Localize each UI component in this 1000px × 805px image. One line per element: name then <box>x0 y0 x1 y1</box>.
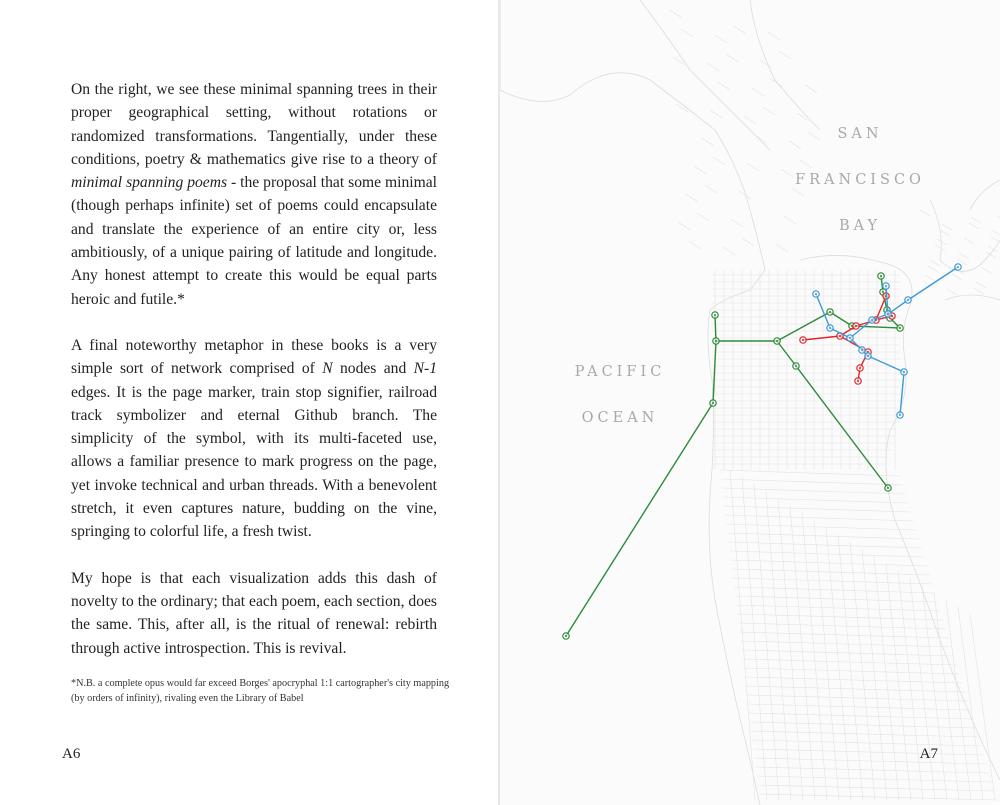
blue-tree-edge <box>908 267 958 300</box>
street-grid <box>670 10 1000 800</box>
green-tree-edge <box>796 366 888 488</box>
blue-tree-node-dot <box>815 293 817 295</box>
green-tree-node-dot <box>829 311 831 313</box>
red-tree-node-dot <box>802 339 804 341</box>
red-tree-node-dot <box>855 325 857 327</box>
paragraph-1-text-b: - the proposal that some minimal (though perhaps infinite) set of poems could encapsulate and translate the experience of an entire city or, less ambitiously, of a unique pairing of latitude and longitude. Any honest attempt to create this would be equal parts heroic and futile.* <box>71 174 437 308</box>
ocean-label-line-1: PACIFIC <box>574 364 666 380</box>
page-number-left: A6 <box>62 746 81 762</box>
green-tree-node-dot <box>880 275 882 277</box>
paragraph-2-text-c: edges. It is the page marker, train stop signifier, railroad track symbolizer and eternal Github branch. The simplicity of the symbol, with its multi-faceted use, allows a familiar presence to mark progress on the page, yet invoke technical and urban threads. With a benevolent stretch, it even captures nature, budding on the vine, springing to colorful life, a fresh twist. <box>71 383 437 541</box>
green-tree-node-dot <box>715 340 717 342</box>
green-tree-edge <box>715 315 716 341</box>
ocean-label-line-2: OCEAN <box>581 410 659 426</box>
right-page <box>500 0 1000 805</box>
blue-tree <box>813 264 961 418</box>
blue-tree-edge <box>900 372 904 415</box>
green-tree-node-dot <box>882 291 884 293</box>
paragraph-2-n-edges: N-1 <box>413 360 437 378</box>
blue-tree-node-dot <box>871 319 873 321</box>
paragraph-1-emphasis: minimal spanning poems <box>71 174 228 192</box>
blue-tree-node-dot <box>899 414 901 416</box>
blue-tree-node-dot <box>887 313 889 315</box>
blue-tree-node-dot <box>903 371 905 373</box>
red-tree-node-dot <box>857 380 859 382</box>
green-tree-node-dot <box>712 402 714 404</box>
paragraph-2 <box>71 334 437 544</box>
paragraph-2-text-a: A final noteworthy metaphor in these books is a very simple sort of network comprised of <box>71 336 437 378</box>
green-tree-node-dot <box>899 327 901 329</box>
paragraph-1-text-a: On the right, we see these minimal spanning trees in their proper geographical setting, without rotations or randomized transformations. Tangentially, under these conditions, poetry & mathematics give rise to a theory of <box>71 81 437 168</box>
green-tree-node-dot <box>565 635 567 637</box>
page-number-right: A7 <box>919 746 938 762</box>
paragraph-1 <box>71 78 437 311</box>
bay-label-line-3: BAY <box>838 218 882 234</box>
paragraph-3: My hope is that each visualization adds this dash of novelty to the ordinary; that each poem, each section, does the same. This, after all, is the ritual of renewal: rebirth through active introspection. This is revival. <box>71 569 437 657</box>
blue-tree-node-dot <box>849 337 851 339</box>
san-francisco-map <box>500 0 1000 805</box>
paragraph-2-text-b: nodes and <box>332 360 414 378</box>
blue-tree-node-dot <box>867 355 869 357</box>
green-tree-edge <box>566 403 713 636</box>
blue-tree-node-dot <box>907 299 909 301</box>
green-tree-node-dot <box>887 487 889 489</box>
green-tree-node-dot <box>776 340 778 342</box>
bay-label <box>795 126 925 234</box>
blue-tree-node-dot <box>957 266 959 268</box>
blue-tree-node-dot <box>861 349 863 351</box>
red-tree-node-dot <box>839 335 841 337</box>
body-text <box>71 78 437 683</box>
ocean-label <box>575 364 666 426</box>
bay-label-line-2: FRANCISCO <box>795 172 925 188</box>
paragraph-2-n-nodes: N <box>322 360 333 378</box>
footnote: *N.B. a complete opus would far exceed Borges' apocryphal 1:1 cartographer's city mapping (by orders of infinity), rivaling even the Library of Babel <box>71 678 450 704</box>
bay-label-line-1: SAN <box>837 126 883 142</box>
left-page <box>0 0 498 805</box>
green-tree-node-dot <box>795 365 797 367</box>
land-streets <box>500 0 1000 805</box>
blue-tree-node-dot <box>885 285 887 287</box>
red-tree-node-dot <box>859 367 861 369</box>
green-tree-node-dot <box>714 314 716 316</box>
blue-tree-node-dot <box>829 327 831 329</box>
